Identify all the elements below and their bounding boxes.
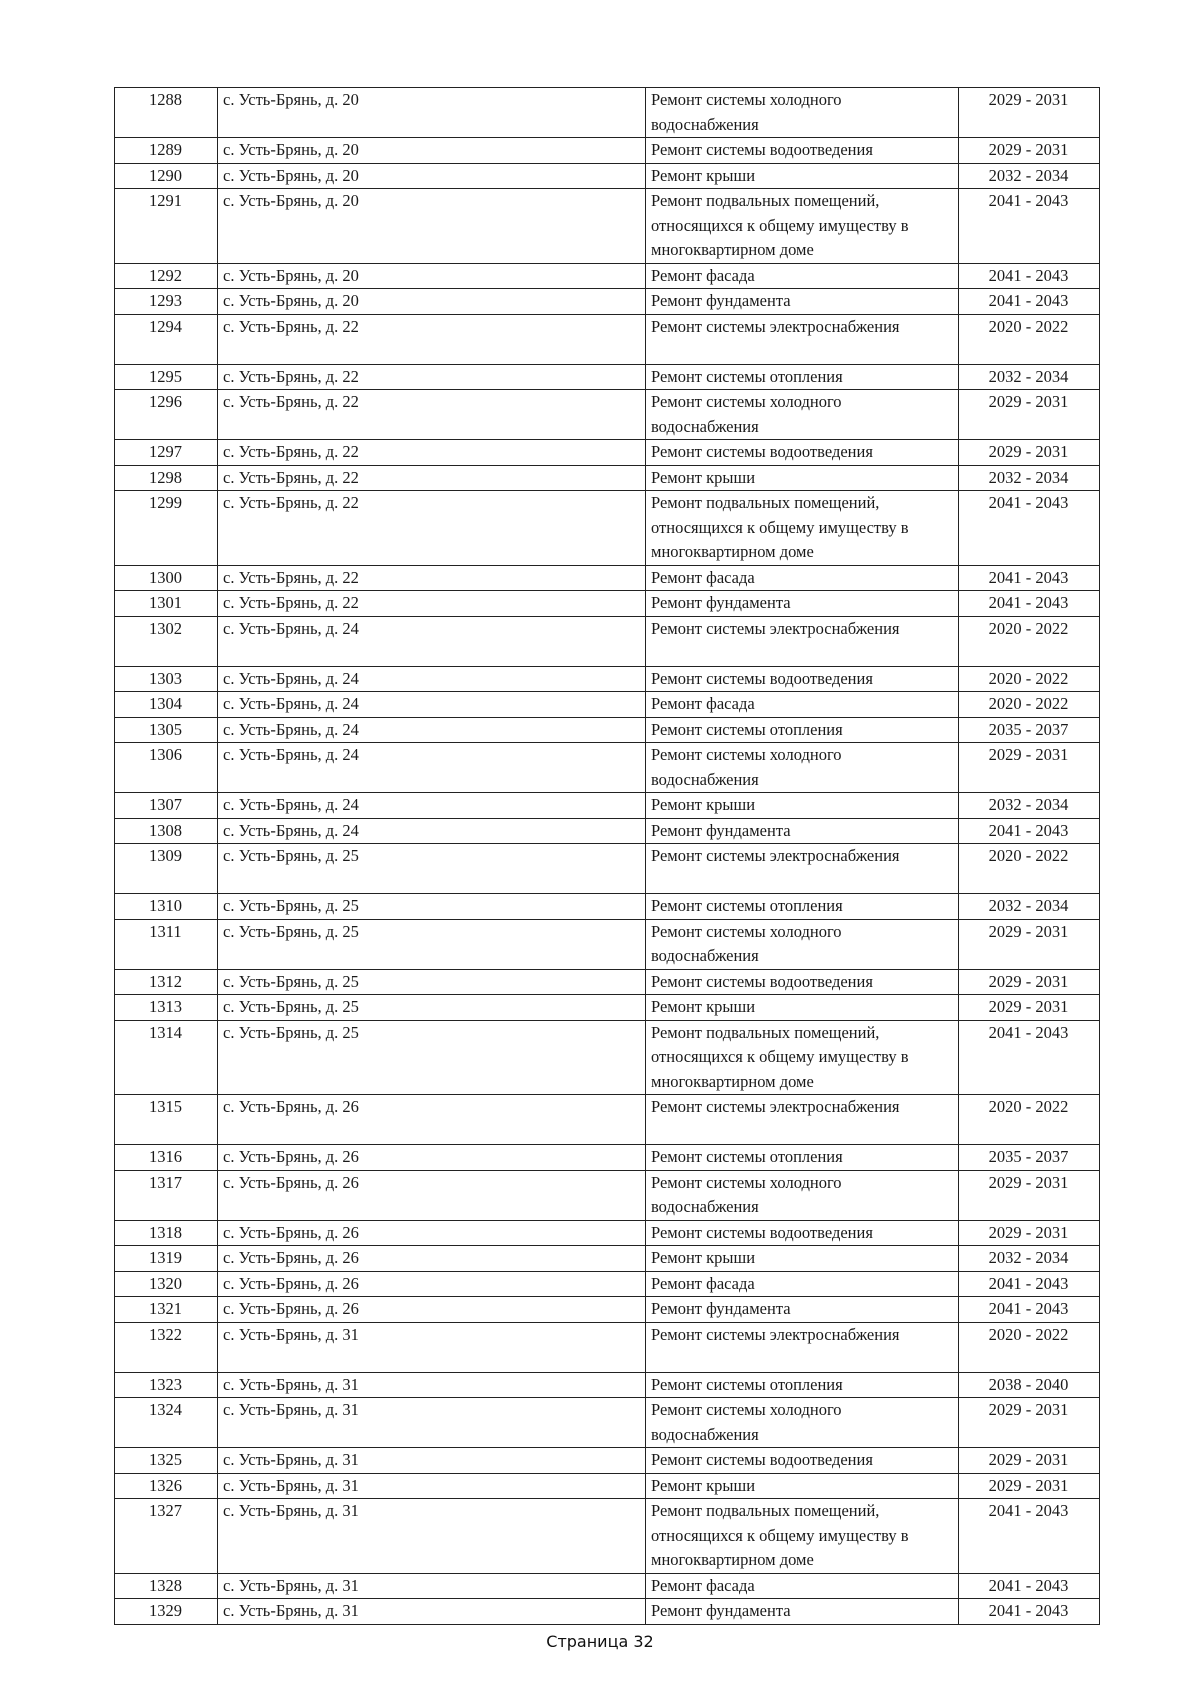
row-number-cell: 1314: [115, 1020, 218, 1095]
period-cell: 2029 - 2031: [959, 1220, 1100, 1246]
work-type-cell: Ремонт системы водоотведения: [646, 1220, 959, 1246]
address-cell: с. Усть-Брянь, д. 25: [218, 995, 646, 1021]
work-type-cell: Ремонт подвальных помещений, относящихся к общему имуществу в многоквартирном доме: [646, 491, 959, 566]
table-row: [115, 1220, 1100, 1246]
address-cell: с. Усть-Брянь, д. 22: [218, 390, 646, 440]
row-number-cell: 1293: [115, 289, 218, 315]
address-cell: с. Усть-Брянь, д. 22: [218, 565, 646, 591]
work-type-cell: Ремонт системы холодного водоснабжения: [646, 390, 959, 440]
row-number-cell: 1307: [115, 793, 218, 819]
address-cell: с. Усть-Брянь, д. 26: [218, 1170, 646, 1220]
address-cell: с. Усть-Брянь, д. 25: [218, 844, 646, 894]
row-number-cell: 1311: [115, 919, 218, 969]
period-cell: 2041 - 2043: [959, 263, 1100, 289]
table-row: [115, 138, 1100, 164]
address-cell: с. Усть-Брянь, д. 20: [218, 138, 646, 164]
address-cell: с. Усть-Брянь, д. 26: [218, 1246, 646, 1272]
work-type-cell: Ремонт крыши: [646, 163, 959, 189]
row-number-cell: 1300: [115, 565, 218, 591]
table-row: [115, 969, 1100, 995]
row-number-cell: 1318: [115, 1220, 218, 1246]
period-cell: 2041 - 2043: [959, 1599, 1100, 1625]
table-row: [115, 1499, 1100, 1574]
row-number-cell: 1289: [115, 138, 218, 164]
period-cell: 2029 - 2031: [959, 390, 1100, 440]
row-number-cell: 1297: [115, 440, 218, 466]
address-cell: с. Усть-Брянь, д. 31: [218, 1499, 646, 1574]
row-number-cell: 1321: [115, 1297, 218, 1323]
table-row: [115, 565, 1100, 591]
work-type-cell: Ремонт фундамента: [646, 1297, 959, 1323]
address-cell: с. Усть-Брянь, д. 22: [218, 591, 646, 617]
table-row: [115, 390, 1100, 440]
row-number-cell: 1308: [115, 818, 218, 844]
period-cell: 2041 - 2043: [959, 1297, 1100, 1323]
period-cell: 2029 - 2031: [959, 743, 1100, 793]
table-row: [115, 189, 1100, 264]
work-type-cell: Ремонт фасада: [646, 1573, 959, 1599]
period-cell: 2041 - 2043: [959, 189, 1100, 264]
table-row: [115, 591, 1100, 617]
work-type-cell: Ремонт фундамента: [646, 818, 959, 844]
row-number-cell: 1325: [115, 1448, 218, 1474]
work-type-cell: Ремонт крыши: [646, 793, 959, 819]
work-type-cell: Ремонт системы электроснабжения: [646, 314, 959, 364]
work-type-cell: Ремонт системы водоотведения: [646, 969, 959, 995]
work-type-cell: Ремонт крыши: [646, 1473, 959, 1499]
row-number-cell: 1315: [115, 1095, 218, 1145]
row-number-cell: 1329: [115, 1599, 218, 1625]
address-cell: с. Усть-Брянь, д. 24: [218, 666, 646, 692]
period-cell: 2029 - 2031: [959, 1448, 1100, 1474]
period-cell: 2032 - 2034: [959, 465, 1100, 491]
address-cell: с. Усть-Брянь, д. 22: [218, 491, 646, 566]
work-type-cell: Ремонт подвальных помещений, относящихся к общему имуществу в многоквартирном доме: [646, 1020, 959, 1095]
period-cell: 2041 - 2043: [959, 289, 1100, 315]
work-type-cell: Ремонт фундамента: [646, 289, 959, 315]
period-cell: 2041 - 2043: [959, 1271, 1100, 1297]
work-type-cell: Ремонт системы отопления: [646, 717, 959, 743]
address-cell: с. Усть-Брянь, д. 20: [218, 88, 646, 138]
address-cell: с. Усть-Брянь, д. 24: [218, 717, 646, 743]
row-number-cell: 1299: [115, 491, 218, 566]
table-row: [115, 1145, 1100, 1171]
table-row: [115, 1473, 1100, 1499]
row-number-cell: 1291: [115, 189, 218, 264]
work-type-cell: Ремонт системы отопления: [646, 364, 959, 390]
table-row: [115, 1020, 1100, 1095]
period-cell: 2041 - 2043: [959, 1020, 1100, 1095]
table-row: [115, 1095, 1100, 1145]
address-cell: с. Усть-Брянь, д. 22: [218, 314, 646, 364]
period-cell: 2020 - 2022: [959, 1095, 1100, 1145]
address-cell: с. Усть-Брянь, д. 31: [218, 1573, 646, 1599]
period-cell: 2035 - 2037: [959, 717, 1100, 743]
address-cell: с. Усть-Брянь, д. 25: [218, 894, 646, 920]
period-cell: 2041 - 2043: [959, 565, 1100, 591]
address-cell: с. Усть-Брянь, д. 31: [218, 1599, 646, 1625]
address-cell: с. Усть-Брянь, д. 25: [218, 969, 646, 995]
row-number-cell: 1295: [115, 364, 218, 390]
work-type-cell: Ремонт системы отопления: [646, 1372, 959, 1398]
row-number-cell: 1302: [115, 616, 218, 666]
period-cell: 2029 - 2031: [959, 1473, 1100, 1499]
table-row: [115, 844, 1100, 894]
address-cell: с. Усть-Брянь, д. 24: [218, 616, 646, 666]
row-number-cell: 1320: [115, 1271, 218, 1297]
address-cell: с. Усть-Брянь, д. 25: [218, 919, 646, 969]
table-row: [115, 793, 1100, 819]
row-number-cell: 1309: [115, 844, 218, 894]
address-cell: с. Усть-Брянь, д. 31: [218, 1473, 646, 1499]
period-cell: 2041 - 2043: [959, 1573, 1100, 1599]
address-cell: с. Усть-Брянь, д. 24: [218, 743, 646, 793]
period-cell: 2029 - 2031: [959, 138, 1100, 164]
table-row: [115, 1271, 1100, 1297]
period-cell: 2035 - 2037: [959, 1145, 1100, 1171]
work-type-cell: Ремонт системы холодного водоснабжения: [646, 743, 959, 793]
period-cell: 2032 - 2034: [959, 364, 1100, 390]
table-row: [115, 717, 1100, 743]
period-cell: 2020 - 2022: [959, 616, 1100, 666]
table-row: [115, 314, 1100, 364]
work-type-cell: Ремонт системы водоотведения: [646, 666, 959, 692]
work-type-cell: Ремонт системы водоотведения: [646, 440, 959, 466]
address-cell: с. Усть-Брянь, д. 24: [218, 818, 646, 844]
table-row: [115, 1448, 1100, 1474]
row-number-cell: 1324: [115, 1398, 218, 1448]
work-type-cell: Ремонт системы электроснабжения: [646, 616, 959, 666]
table-row: [115, 1372, 1100, 1398]
work-type-cell: Ремонт системы холодного водоснабжения: [646, 919, 959, 969]
address-cell: с. Усть-Брянь, д. 26: [218, 1145, 646, 1171]
work-type-cell: Ремонт крыши: [646, 995, 959, 1021]
row-number-cell: 1327: [115, 1499, 218, 1574]
row-number-cell: 1306: [115, 743, 218, 793]
address-cell: с. Усть-Брянь, д. 26: [218, 1095, 646, 1145]
work-type-cell: Ремонт системы холодного водоснабжения: [646, 88, 959, 138]
row-number-cell: 1310: [115, 894, 218, 920]
table-row: [115, 692, 1100, 718]
period-cell: 2029 - 2031: [959, 88, 1100, 138]
table-row: [115, 1322, 1100, 1372]
work-type-cell: Ремонт фундамента: [646, 591, 959, 617]
period-cell: 2020 - 2022: [959, 844, 1100, 894]
row-number-cell: 1296: [115, 390, 218, 440]
row-number-cell: 1319: [115, 1246, 218, 1272]
address-cell: с. Усть-Брянь, д. 20: [218, 289, 646, 315]
period-cell: 2032 - 2034: [959, 1246, 1100, 1272]
row-number-cell: 1322: [115, 1322, 218, 1372]
row-number-cell: 1316: [115, 1145, 218, 1171]
row-number-cell: 1328: [115, 1573, 218, 1599]
period-cell: 2032 - 2034: [959, 793, 1100, 819]
work-type-cell: Ремонт крыши: [646, 1246, 959, 1272]
table-row: [115, 1599, 1100, 1625]
work-type-cell: Ремонт системы отопления: [646, 894, 959, 920]
address-cell: с. Усть-Брянь, д. 22: [218, 364, 646, 390]
row-number-cell: 1290: [115, 163, 218, 189]
work-type-cell: Ремонт крыши: [646, 465, 959, 491]
table-row: [115, 743, 1100, 793]
work-type-cell: Ремонт фасада: [646, 1271, 959, 1297]
row-number-cell: 1294: [115, 314, 218, 364]
period-cell: 2020 - 2022: [959, 692, 1100, 718]
row-number-cell: 1298: [115, 465, 218, 491]
table-row: [115, 666, 1100, 692]
address-cell: с. Усть-Брянь, д. 25: [218, 1020, 646, 1095]
work-type-cell: Ремонт фасада: [646, 263, 959, 289]
period-cell: 2032 - 2034: [959, 894, 1100, 920]
period-cell: 2029 - 2031: [959, 1170, 1100, 1220]
row-number-cell: 1323: [115, 1372, 218, 1398]
table-row: [115, 289, 1100, 315]
table-row: [115, 1573, 1100, 1599]
page-number: Страница 32: [546, 1632, 654, 1651]
row-number-cell: 1292: [115, 263, 218, 289]
row-number-cell: 1326: [115, 1473, 218, 1499]
address-cell: с. Усть-Брянь, д. 22: [218, 465, 646, 491]
table-row: [115, 440, 1100, 466]
table-row: [115, 465, 1100, 491]
row-number-cell: 1317: [115, 1170, 218, 1220]
table-row: [115, 364, 1100, 390]
address-cell: с. Усть-Брянь, д. 31: [218, 1398, 646, 1448]
period-cell: 2029 - 2031: [959, 919, 1100, 969]
row-number-cell: 1288: [115, 88, 218, 138]
work-type-cell: Ремонт фасада: [646, 565, 959, 591]
address-cell: с. Усть-Брянь, д. 24: [218, 793, 646, 819]
address-cell: с. Усть-Брянь, д. 24: [218, 692, 646, 718]
row-number-cell: 1303: [115, 666, 218, 692]
work-type-cell: Ремонт системы электроснабжения: [646, 1095, 959, 1145]
work-type-cell: Ремонт фасада: [646, 692, 959, 718]
period-cell: 2020 - 2022: [959, 1322, 1100, 1372]
work-type-cell: Ремонт фундамента: [646, 1599, 959, 1625]
period-cell: 2041 - 2043: [959, 818, 1100, 844]
period-cell: 2029 - 2031: [959, 969, 1100, 995]
table-row: [115, 1246, 1100, 1272]
address-cell: с. Усть-Брянь, д. 26: [218, 1297, 646, 1323]
table-row: [115, 1170, 1100, 1220]
work-type-cell: Ремонт системы холодного водоснабжения: [646, 1170, 959, 1220]
work-type-cell: Ремонт подвальных помещений, относящихся к общему имуществу в многоквартирном доме: [646, 189, 959, 264]
work-type-cell: Ремонт системы холодного водоснабжения: [646, 1398, 959, 1448]
table-body: [115, 88, 1100, 1625]
period-cell: 2041 - 2043: [959, 491, 1100, 566]
address-cell: с. Усть-Брянь, д. 20: [218, 263, 646, 289]
address-cell: с. Усть-Брянь, д. 26: [218, 1271, 646, 1297]
row-number-cell: 1301: [115, 591, 218, 617]
period-cell: 2041 - 2043: [959, 1499, 1100, 1574]
table-row: [115, 263, 1100, 289]
address-cell: с. Усть-Брянь, д. 20: [218, 163, 646, 189]
work-type-cell: Ремонт подвальных помещений, относящихся к общему имуществу в многоквартирном доме: [646, 1499, 959, 1574]
period-cell: 2038 - 2040: [959, 1372, 1100, 1398]
address-cell: с. Усть-Брянь, д. 20: [218, 189, 646, 264]
address-cell: с. Усть-Брянь, д. 22: [218, 440, 646, 466]
table-row: [115, 894, 1100, 920]
work-type-cell: Ремонт системы электроснабжения: [646, 1322, 959, 1372]
table-row: [115, 919, 1100, 969]
work-type-cell: Ремонт системы отопления: [646, 1145, 959, 1171]
period-cell: 2029 - 2031: [959, 995, 1100, 1021]
work-type-cell: Ремонт системы водоотведения: [646, 1448, 959, 1474]
table-row: [115, 616, 1100, 666]
table-row: [115, 491, 1100, 566]
period-cell: 2032 - 2034: [959, 163, 1100, 189]
period-cell: 2020 - 2022: [959, 314, 1100, 364]
period-cell: 2029 - 2031: [959, 1398, 1100, 1448]
period-cell: 2041 - 2043: [959, 591, 1100, 617]
address-cell: с. Усть-Брянь, д. 26: [218, 1220, 646, 1246]
table-row: [115, 163, 1100, 189]
work-type-cell: Ремонт системы электроснабжения: [646, 844, 959, 894]
table-row: [115, 995, 1100, 1021]
address-cell: с. Усть-Брянь, д. 31: [218, 1322, 646, 1372]
repair-schedule-table: [114, 87, 1100, 1625]
row-number-cell: 1312: [115, 969, 218, 995]
row-number-cell: 1304: [115, 692, 218, 718]
row-number-cell: 1313: [115, 995, 218, 1021]
period-cell: 2020 - 2022: [959, 666, 1100, 692]
table-row: [115, 88, 1100, 138]
work-type-cell: Ремонт системы водоотведения: [646, 138, 959, 164]
table-row: [115, 1297, 1100, 1323]
period-cell: 2029 - 2031: [959, 440, 1100, 466]
table-row: [115, 818, 1100, 844]
table-row: [115, 1398, 1100, 1448]
address-cell: с. Усть-Брянь, д. 31: [218, 1372, 646, 1398]
address-cell: с. Усть-Брянь, д. 31: [218, 1448, 646, 1474]
row-number-cell: 1305: [115, 717, 218, 743]
